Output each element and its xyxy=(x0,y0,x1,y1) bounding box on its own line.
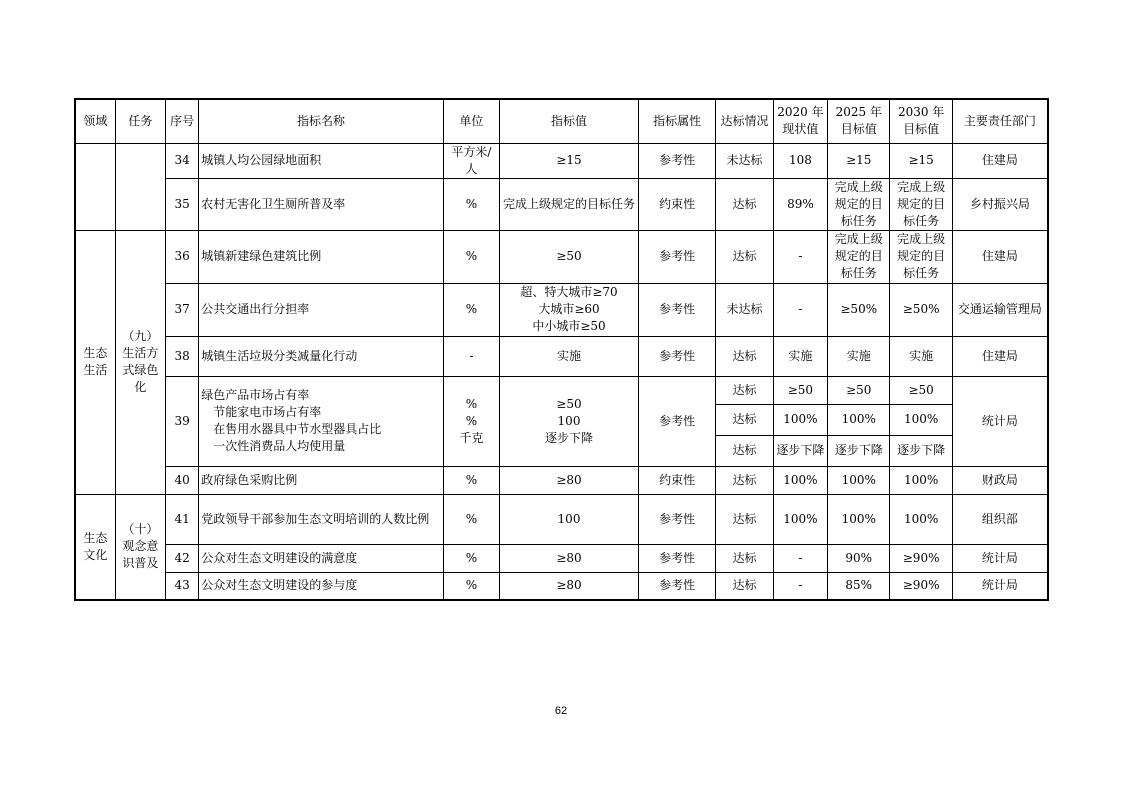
name-line: 在售用水器具中节水型器具占比 xyxy=(213,422,382,436)
row-seq: 38 xyxy=(166,336,199,376)
row-2025: 完成上级规定的目标任务 xyxy=(828,178,890,230)
table-row xyxy=(75,336,1048,376)
row-seq: 42 xyxy=(166,544,199,572)
unit-line: % xyxy=(465,396,478,411)
row-value: 实施 xyxy=(500,336,639,376)
row-2030: 100% xyxy=(890,404,952,435)
row-value: ≥80 xyxy=(500,466,639,494)
row-unit: - xyxy=(443,336,499,376)
row-2030: 实施 xyxy=(890,336,952,376)
row-2020: 实施 xyxy=(773,336,827,376)
row-2020: ≥50 xyxy=(773,376,827,404)
row-2030: ≥90% xyxy=(890,544,952,572)
row-status: 达标 xyxy=(716,404,773,435)
row-seq: 35 xyxy=(166,178,199,230)
row-status: 达标 xyxy=(716,178,773,230)
header-unit: 单位 xyxy=(443,99,499,143)
row-2025: 90% xyxy=(828,544,890,572)
row-value: 完成上级规定的目标任务 xyxy=(500,178,639,230)
task-life: （九）生活方式绿色化 xyxy=(115,230,165,494)
row-unit: 平方米/人 xyxy=(443,143,499,178)
header-2020: 2020 年现状值 xyxy=(773,99,827,143)
row-2025: 100% xyxy=(828,494,890,544)
row-value: ≥15 xyxy=(500,143,639,178)
header-2030: 2030 年目标值 xyxy=(890,99,952,143)
row-unit: % xyxy=(443,494,499,544)
row-value: ≥50 xyxy=(500,230,639,283)
table-row xyxy=(75,494,1048,544)
row-seq: 40 xyxy=(166,466,199,494)
header-seq: 序号 xyxy=(166,99,199,143)
row-unit: % xyxy=(443,283,499,336)
row-status: 达标 xyxy=(716,336,773,376)
header-name: 指标名称 xyxy=(199,99,444,143)
row-attr: 参考性 xyxy=(638,494,715,544)
row-value: 100 xyxy=(500,494,639,544)
row-seq: 37 xyxy=(166,283,199,336)
row-2030: 完成上级规定的目标任务 xyxy=(890,178,952,230)
row-unit: % xyxy=(443,544,499,572)
row-attr: 参考性 xyxy=(638,572,715,600)
row-2025: 实施 xyxy=(828,336,890,376)
row-value xyxy=(500,283,639,336)
header-2025: 2025 年目标值 xyxy=(828,99,890,143)
row-dept: 住建局 xyxy=(952,230,1048,283)
row-2020: 89% xyxy=(773,178,827,230)
header-status: 达标情况 xyxy=(716,99,773,143)
row-seq: 41 xyxy=(166,494,199,544)
table-row xyxy=(75,178,1048,230)
header-row xyxy=(75,99,1048,143)
row-attr: 参考性 xyxy=(638,544,715,572)
table-row xyxy=(75,376,1048,404)
row-dept: 组织部 xyxy=(952,494,1048,544)
domain-culture: 生态文化 xyxy=(75,494,115,600)
row-attr: 参考性 xyxy=(638,230,715,283)
row-2030: ≥50 xyxy=(890,376,952,404)
row-2020: 逐步下降 xyxy=(773,435,827,466)
value-line: ≥50 xyxy=(556,396,582,411)
row-name: 农村无害化卫生厕所普及率 xyxy=(199,178,444,230)
row-status: 达标 xyxy=(716,376,773,404)
row-unit: % xyxy=(443,230,499,283)
row-2025: 100% xyxy=(828,404,890,435)
row-2025: 85% xyxy=(828,572,890,600)
row-dept: 住建局 xyxy=(952,143,1048,178)
row-2025: 逐步下降 xyxy=(828,435,890,466)
row-status: 达标 xyxy=(716,466,773,494)
row-2030: 完成上级规定的目标任务 xyxy=(890,230,952,283)
row-attr: 约束性 xyxy=(638,178,715,230)
name-line: 绿色产品市场占有率 xyxy=(201,388,310,402)
table-row xyxy=(75,544,1048,572)
row-2020: 100% xyxy=(773,466,827,494)
page-number: 62 xyxy=(554,705,568,717)
row-name: 公众对生态文明建设的满意度 xyxy=(199,544,444,572)
row-value: ≥80 xyxy=(500,572,639,600)
row-attr: 参考性 xyxy=(638,336,715,376)
value-line: 大城市≥60 xyxy=(538,302,600,316)
indicator-table xyxy=(74,98,1049,601)
row-status: 未达标 xyxy=(716,143,773,178)
row-2030: ≥90% xyxy=(890,572,952,600)
row-name: 公共交通出行分担率 xyxy=(199,283,444,336)
name-line: 节能家电市场占有率 xyxy=(213,405,322,419)
row-seq: 34 xyxy=(166,143,199,178)
row-seq: 43 xyxy=(166,572,199,600)
row-name: 城镇人均公园绿地面积 xyxy=(199,143,444,178)
row-seq: 36 xyxy=(166,230,199,283)
row-value: ≥80 xyxy=(500,544,639,572)
row-2030: 100% xyxy=(890,494,952,544)
row-2020: - xyxy=(773,230,827,283)
row-attr: 约束性 xyxy=(638,466,715,494)
row-status: 未达标 xyxy=(716,283,773,336)
row-name: 城镇生活垃圾分类减量化行动 xyxy=(199,336,444,376)
row-dept: 交通运输管理局 xyxy=(952,283,1048,336)
row-2025: 100% xyxy=(828,466,890,494)
row-name xyxy=(199,376,444,466)
table-row xyxy=(75,572,1048,600)
unit-line: % xyxy=(465,413,478,428)
row-value xyxy=(500,376,639,466)
value-line: 逐步下降 xyxy=(544,430,593,445)
row-status: 达标 xyxy=(716,544,773,572)
row-dept: 乡村振兴局 xyxy=(952,178,1048,230)
value-line: 中小城市≥50 xyxy=(532,319,606,333)
row-dept: 统计局 xyxy=(952,376,1048,466)
row-2020: - xyxy=(773,283,827,336)
table-row xyxy=(75,283,1048,336)
row-attr: 参考性 xyxy=(638,376,715,466)
row-attr: 参考性 xyxy=(638,283,715,336)
row-2020: 100% xyxy=(773,404,827,435)
row-2020: - xyxy=(773,544,827,572)
row-seq: 39 xyxy=(166,376,199,466)
name-line: 一次性消费品人均使用量 xyxy=(213,439,346,453)
row-status: 达标 xyxy=(716,435,773,466)
row-dept: 住建局 xyxy=(952,336,1048,376)
unit-line: 千克 xyxy=(459,430,484,445)
row-dept: 财政局 xyxy=(952,466,1048,494)
row-status: 达标 xyxy=(716,494,773,544)
table-row xyxy=(75,466,1048,494)
task-culture: （十）观念意识普及 xyxy=(115,494,165,600)
header-value: 指标值 xyxy=(500,99,639,143)
row-unit: % xyxy=(443,178,499,230)
row-unit: % xyxy=(443,466,499,494)
domain-cell-empty xyxy=(75,143,115,230)
row-2030: 100% xyxy=(890,466,952,494)
row-status: 达标 xyxy=(716,230,773,283)
value-line: 超、特大城市≥70 xyxy=(520,285,618,299)
header-domain: 领域 xyxy=(75,99,115,143)
row-2025: ≥15 xyxy=(828,143,890,178)
row-attr: 参考性 xyxy=(638,143,715,178)
row-unit xyxy=(443,376,499,466)
row-name: 党政领导干部参加生态文明培训的人数比例 xyxy=(199,494,444,544)
header-task: 任务 xyxy=(115,99,165,143)
row-unit: % xyxy=(443,572,499,600)
domain-life: 生态生活 xyxy=(75,230,115,494)
row-2030: ≥15 xyxy=(890,143,952,178)
row-name: 城镇新建绿色建筑比例 xyxy=(199,230,444,283)
row-name: 公众对生态文明建设的参与度 xyxy=(199,572,444,600)
row-2025: ≥50% xyxy=(828,283,890,336)
row-dept: 统计局 xyxy=(952,572,1048,600)
row-2020: 108 xyxy=(773,143,827,178)
row-2025: ≥50 xyxy=(828,376,890,404)
task-cell-empty xyxy=(115,143,165,230)
table-row xyxy=(75,230,1048,283)
row-2030: ≥50% xyxy=(890,283,952,336)
row-name: 政府绿色采购比例 xyxy=(199,466,444,494)
row-status: 达标 xyxy=(716,572,773,600)
header-dept: 主要责任部门 xyxy=(952,99,1048,143)
row-2030: 逐步下降 xyxy=(890,435,952,466)
header-attr: 指标属性 xyxy=(638,99,715,143)
row-dept: 统计局 xyxy=(952,544,1048,572)
table-row xyxy=(75,143,1048,178)
value-line: 100 xyxy=(557,413,581,428)
row-2020: - xyxy=(773,572,827,600)
row-2025: 完成上级规定的目标任务 xyxy=(828,230,890,283)
row-2020: 100% xyxy=(773,494,827,544)
